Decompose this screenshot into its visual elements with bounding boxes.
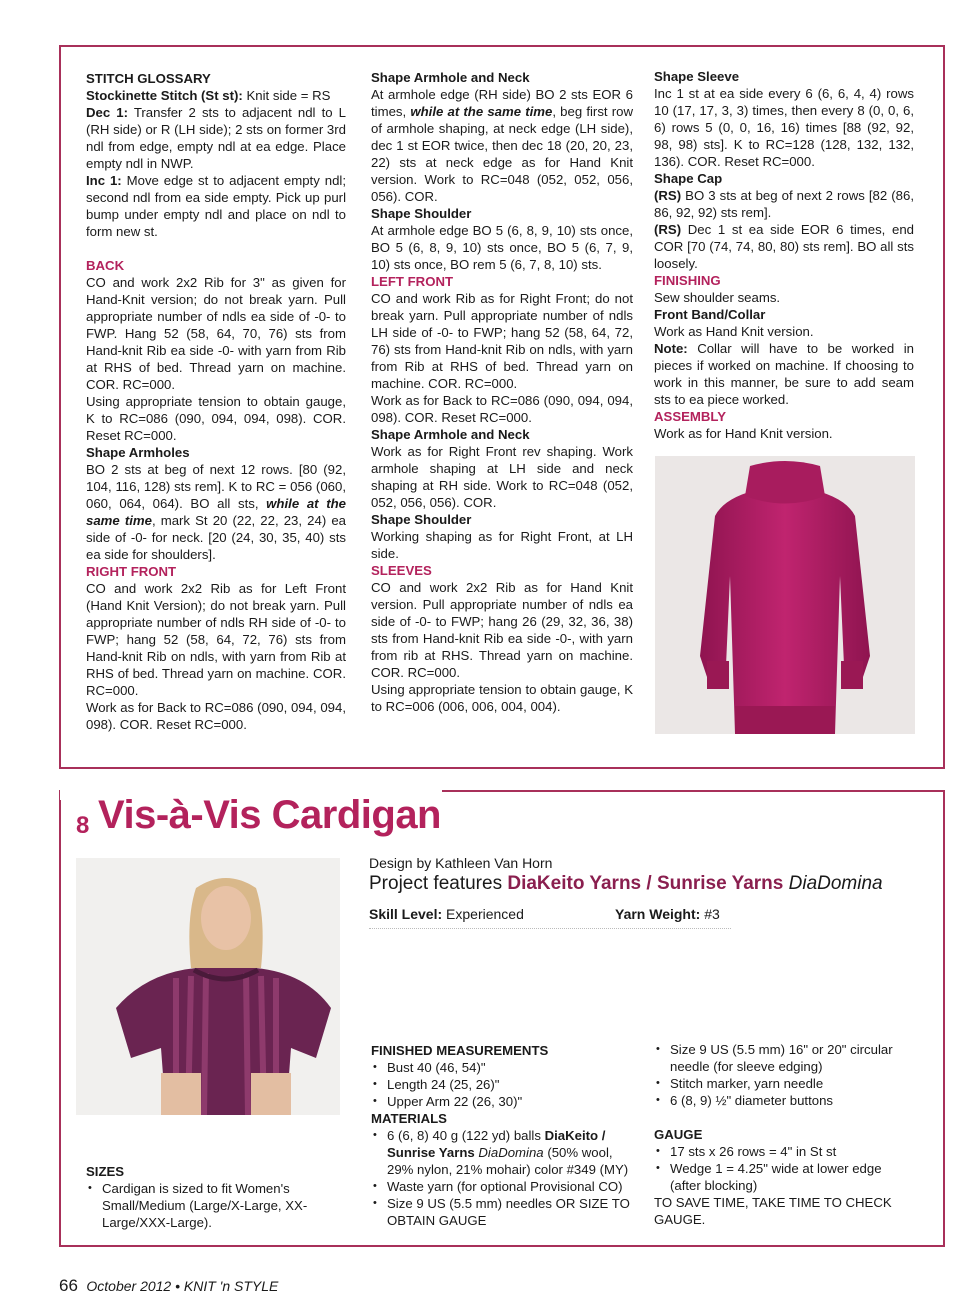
divider	[369, 928, 731, 929]
page-number: 66	[59, 1276, 78, 1295]
sleeves-para-2: Using appropriate tension to obtain gauge, K to RC=006 (006, 006, 004, 004).	[371, 682, 633, 714]
sizes-title: SIZES	[86, 1164, 125, 1179]
shape-armhole-neck-title: Shape Armhole and Neck	[371, 70, 530, 85]
front-band-text: Work as Hand Knit version.	[654, 324, 814, 339]
assembly-title: ASSEMBLY	[654, 409, 727, 424]
fm-item: • Upper Arm 22 (26, 30)"	[371, 1093, 639, 1110]
shape-shoulder-text: At armhole edge BO 5 (6, 8, 9, 10) sts once, BO 5 (6, 8, 9, 10) sts once, BO 5 (6, 7, 9, 10) sts once, BO rem 5 (6, 7, 8, 10) sts.	[371, 223, 633, 272]
materials-title: MATERIALS	[371, 1111, 447, 1126]
front-band-title: Front Band/Collar	[654, 307, 766, 322]
back-para-1: CO and work 2x2 Rib for 3" as given for Hand-Knit version; do not break yarn. Pull appropriate number of ndls ea side of -0- to FWP. Hang 52 (58, 64, 70, 76) sts from Hand-knit Rib ea side -0- with yarn from Rib at RHS of bed. Thread yarn on machine. COR. RC=000.	[86, 275, 346, 392]
note-text: Note: Collar will have to be worked in pieces if worked on machine. If choosing to work in this manner, be sure to add seam sts to ea piece worked.	[654, 341, 914, 407]
materials-item: • Size 9 US (5.5 mm) 16" or 20" circular needle (for sleeve edging)	[654, 1041, 914, 1075]
cardigan-photo	[76, 858, 340, 1115]
pattern-title: Vis-à-Vis Cardigan	[98, 793, 441, 837]
shape-cap-title: Shape Cap	[654, 171, 723, 186]
right-front-title: RIGHT FRONT	[86, 564, 177, 579]
left-front-para-1: CO and work Rib as for Right Front; do not break yarn. Pull appropriate number of ndls LH side of -0- to FWP; hang 52 (58, 64, 72, 76) sts from Hand-knit Rib on ndls, with yarn from Rib at RHS of bed. Thread yarn on machine. COR. RC=000.	[371, 291, 633, 391]
glossary-title: STITCH GLOSSARY	[86, 71, 211, 86]
shape-shoulder-title: Shape Shoulder	[371, 206, 472, 221]
fm-item: • Length 24 (25, 26)"	[371, 1076, 639, 1093]
shape-cap-text-2: (RS) Dec 1 st ea side EOR 6 times, end COR [70 (74, 74, 80, 80) sts rem]. BO all sts loosely.	[654, 222, 914, 271]
finished-measurements-title: FINISHED MEASUREMENTS	[371, 1043, 549, 1058]
column-3	[654, 68, 914, 442]
gauge-item: • Wedge 1 = 4.25" wide at lower edge (after blocking)	[654, 1160, 914, 1194]
back-para-2: Using appropriate tension to obtain gauge, K to RC=086 (090, 094, 094, 098). COR. Reset RC=000.	[86, 394, 346, 443]
shape-armhole-neck-2-text: Work as for Right Front rev shaping. Work armhole shaping at LH side and neck shaping at RH side. Work to RC=048 (052, 052, 056, 056). COR.	[371, 444, 633, 510]
shape-shoulder-2-title: Shape Shoulder	[371, 512, 472, 527]
left-front-para-2: Work as for Back to RC=086 (090, 094, 094, 098). COR. Reset RC=000.	[371, 393, 633, 425]
glossary-inc: Inc 1: Move edge st to adjacent empty ndl; second ndl from ea side empty. Pick up purl bump under empty ndl and place on ndl to form new st.	[86, 173, 346, 239]
materials-item: • Stitch marker, yarn needle	[654, 1075, 914, 1092]
footer	[59, 1276, 278, 1296]
yarn-weight: Yarn Weight: #3	[615, 906, 720, 922]
gauge-title: GAUGE	[654, 1127, 703, 1142]
column-2	[371, 69, 633, 715]
materials-item: • Size 9 US (5.5 mm) needles OR SIZE TO OBTAIN GAUGE	[371, 1195, 639, 1229]
model-illustration	[76, 858, 340, 1115]
fm-item: • Bust 40 (46, 54)"	[371, 1059, 639, 1076]
shape-sleeve-title: Shape Sleeve	[654, 69, 740, 84]
shape-cap-text-1: (RS) BO 3 sts at beg of next 2 rows [82 (86, 86, 92, 92) sts rem].	[654, 188, 914, 220]
assembly-text: Work as for Hand Knit version.	[654, 426, 833, 441]
shape-armhole-neck-text: At armhole edge (RH side) BO 2 sts EOR 6 times, while at the same time, beg first row of armhole shaping, at neck edge (LH side), dec 1 st EOR twice, then dec 18 (20, 20, 23, 22) sts at neck edge as for Hand Knit version. Work to RC=048 (052, 052, 056, 056). COR.	[371, 87, 634, 204]
armholes-text: BO 2 sts at beg of next 12 rows. [80 (92, 104, 116, 128) sts rem]. K to RC = 056 (060, 060, 064, 064). BO all sts, while at the same time, mark St 20 (22, 22, 23, 24) ea side of -0- for neck. [20 (24, 30, 35, 40) sts ea side for shoulders].	[86, 462, 346, 562]
gauge-item: • 17 sts x 26 rows = 4" in St st	[654, 1143, 914, 1160]
glossary-dec: Dec 1: Transfer 2 sts to adjacent ndl to L (RH side) or R (LH side); 2 sts on former 3rd ndl from edge, empty ndl at ea edge. Place empty ndl in NWP.	[86, 105, 346, 171]
pink-sweater-photo	[655, 456, 915, 734]
materials-block-2	[654, 1041, 914, 1228]
materials-block	[371, 1042, 639, 1229]
back-title: BACK	[86, 258, 125, 273]
right-front-para-1: CO and work 2x2 Rib as for Left Front (Hand Knit Version); do not break yarn. Pull appropriate number of ndls RH side of -0- to FWP; hang 52 (58, 64, 72, 76) sts from Hand-knit Rib on ndls, with yarn from Rib at RHS of bed. Thread yarn on machine. COR. RC=000.	[86, 581, 346, 698]
finishing-title: FINISHING	[654, 273, 721, 288]
shape-sleeve-text: Inc 1 st at ea side every 6 (6, 6, 4, 4) rows 10 (17, 17, 3, 3) times, then every 8 (0, 0, 6, 6) rows 5 (0, 0, 16, 16) times [88 (92, 92, 98, 98) sts]. K to RC=128 (128, 132, 132, 136). COR. Reset RC=000.	[654, 86, 914, 169]
pattern-number: 8	[76, 812, 90, 839]
finishing-text: Sew shoulder seams.	[654, 290, 781, 305]
armholes-title: Shape Armholes	[86, 445, 190, 460]
column-1	[86, 70, 346, 733]
issue-label: October 2012 • KNIT 'n STYLE	[86, 1278, 279, 1294]
sizes-block	[86, 1163, 326, 1231]
glossary-st: Stockinette Stitch (St st): Knit side = RS	[86, 88, 331, 103]
materials-item: • Waste yarn (for optional Provisional CO)	[371, 1178, 639, 1195]
skill-level: Skill Level: Experienced	[369, 906, 524, 922]
sleeves-para-1: CO and work 2x2 Rib as for Hand Knit version. Pull appropriate number of ndls ea side of -0- to FWP; hang 26 (29, 32, 36, 38) sts from Hand-knit Rib ea side -0-, with yarn from rib at RHS. Thread yarn on machine. COR. RC=000.	[371, 580, 633, 680]
sleeves-title: SLEEVES	[371, 563, 432, 578]
materials-item: • 6 (6, 8) 40 g (122 yd) balls DiaKeito / Sunrise Yarns DiaDomina (50% wool, 29% nylon, 21% mohair) color #349 (MY)	[371, 1127, 639, 1178]
right-front-para-2: Work as for Back to RC=086 (090, 094, 094, 098). COR. Reset RC=000.	[86, 700, 346, 732]
left-front-title: LEFT FRONT	[371, 274, 454, 289]
sizes-text: • Cardigan is sized to fit Women's Small/Medium (Large/X-Large, XX-Large/XXX-Large).	[86, 1180, 326, 1231]
shape-armhole-neck-2-title: Shape Armhole and Neck	[371, 427, 530, 442]
gauge-note: TO SAVE TIME, TAKE TIME TO CHECK GAUGE.	[654, 1195, 892, 1227]
shape-shoulder-2-text: Working shaping as for Right Front, at LH side.	[371, 529, 633, 561]
design-by: Design by Kathleen Van Horn	[369, 855, 553, 871]
project-features: Project features DiaKeito Yarns / Sunrise Yarns DiaDomina	[369, 873, 883, 894]
materials-item: • 6 (8, 9) ½" diameter buttons	[654, 1092, 914, 1109]
sweater-illustration	[655, 456, 915, 734]
